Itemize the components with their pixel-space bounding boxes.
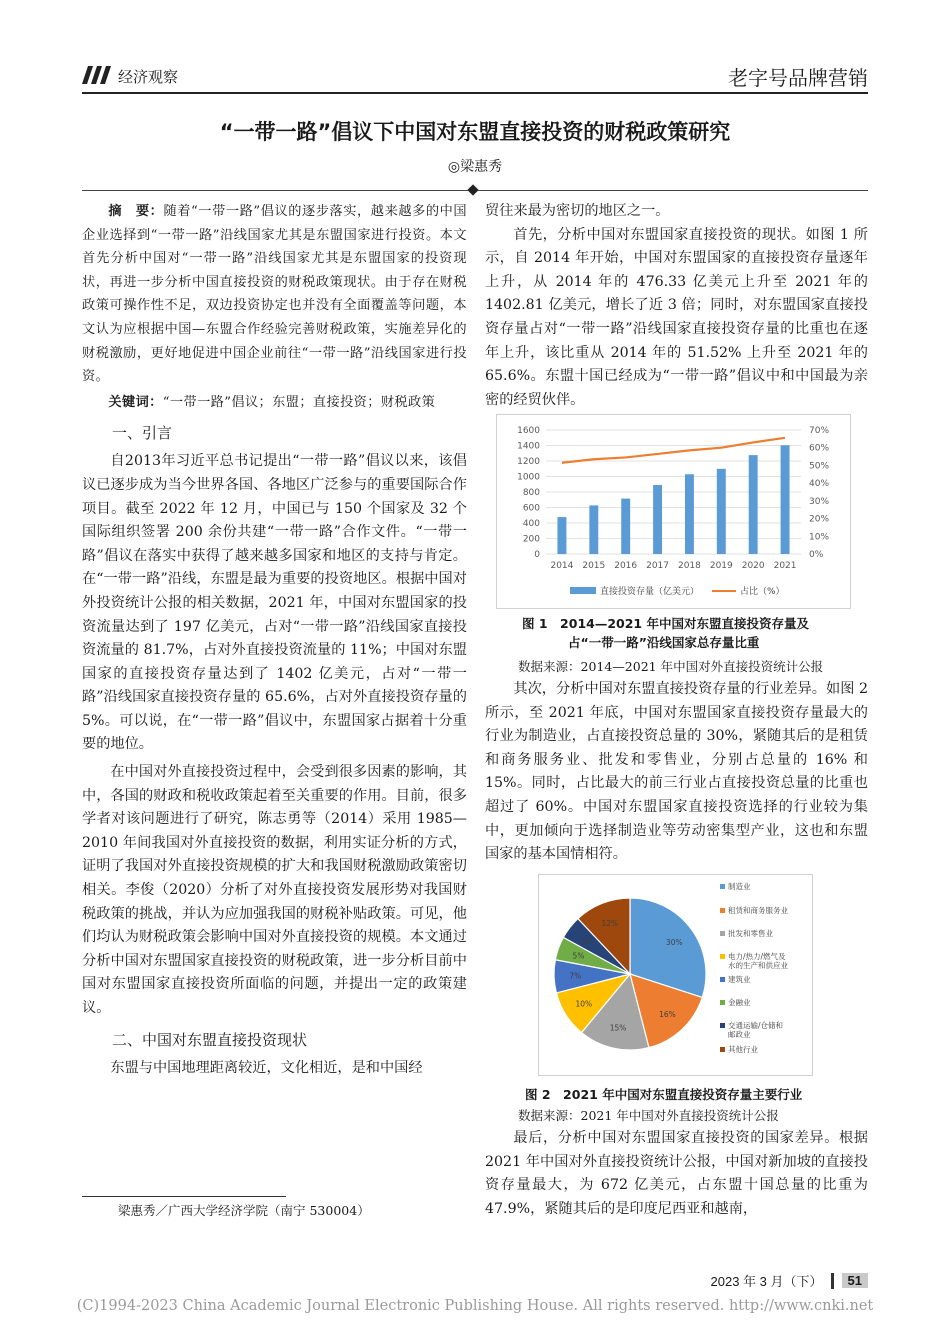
caption-line: 图 1 2014—2021 年中国对东盟直接投资存量及 bbox=[522, 616, 809, 631]
separator-diamond-icon bbox=[467, 184, 478, 195]
figure-2-chart bbox=[538, 874, 813, 1076]
bar-2018 bbox=[685, 474, 694, 554]
y-left-tick-label: 800 bbox=[522, 488, 540, 498]
abstract-label: 摘 要： bbox=[108, 204, 164, 219]
bar-2019 bbox=[717, 469, 726, 554]
legend-label: 建筑业 bbox=[728, 975, 751, 984]
section-heading-intro: 一、引言 bbox=[112, 424, 173, 443]
pie-data-label: 15% bbox=[609, 1023, 627, 1033]
pie-data-label: 12% bbox=[601, 919, 619, 929]
y-left-tick-label: 400 bbox=[522, 519, 540, 529]
paragraph: 首先，分析中国对东盟国家直接投资的现状。如图 1 所示，自 2014 年开始，中国对东盟国家的直接投资存量逐年上升，从 2014 年的 476.33 亿美元上升至 2021 年的 1402.81 亿美元，增长了近 3 倍；同时，对东盟国家直接投资存量占对“一带一路”沿线国家直接投资存量的比重也在逐年上升，该比重从 2014 年的 51.52% 上升至 2021 年的 65.6%。东盟十国已经成为“一带一路”倡议中和中国最为亲密的经贸伙伴。 bbox=[485, 226, 868, 408]
paragraph: 在中国对外直接投资过程中，会受到很多因素的影响，其中，各国的财政和税收政策起着至关重要的作用。目前，很多学者对该问题进行了研究，陈志勇等（2014）采用 1985—2010 年间我国对外直接投资的数据，利用实证分析的方式，证明了我国对外直接投资规模的扩大和我国财税激励政策密切相关。李俊（2020）分析了对外直接投资发展形势对我国财税政策的挑战，并认为应加强我国的财税补贴政策。可见，他们均认为财税政策会影响中国对外直接投资的规模。本文通过分析中国对东盟国家直接投资的财税政策，进一步分析目前中国对东盟国家直接投资所面临的问题，并提出一定的政策建议。 bbox=[82, 764, 467, 1016]
legend-swatch bbox=[720, 977, 725, 982]
pie-data-label: 30% bbox=[665, 937, 683, 947]
bar-2017 bbox=[653, 485, 662, 554]
y-right-tick-label: 10% bbox=[809, 532, 830, 543]
bar-2020 bbox=[749, 455, 758, 554]
page-number: 51 bbox=[842, 1273, 868, 1288]
figure-1-chart bbox=[496, 414, 851, 609]
legend-label: 电力/热力/燃气及水的生产和供应业 bbox=[728, 952, 788, 970]
pie-data-label: 7% bbox=[569, 971, 582, 981]
paragraph: 贸往来最为密切的地区之一。 bbox=[485, 203, 670, 219]
author-footnote: 梁惠秀／广西大学经济学院（南宁 530004） bbox=[118, 1203, 370, 1218]
caption-line: 占“一带一路”沿线国家总存量比重 bbox=[568, 635, 760, 650]
pie-data-label: 16% bbox=[659, 1009, 676, 1019]
abstract-text: 随着“一带一路”倡议的逐步落实，越来越多的中国企业选择到“一带一路”沿线国家尤其是东盟国家进行投资。本文首先分析中国对“一带一路”沿线国家尤其是东盟国家的投资现状，再进一步分析中国直接投资的财税政策现状。由于存在财税政策可操作性不足，双边投资协定也并没有全面覆盖等问题，本文认为应根据中国—东盟合作经验完善财税政策，实施差异化的财税激励，更好地促进中国企业前往“一带一路”沿线国家进行投资。 bbox=[82, 204, 467, 385]
legend-swatch bbox=[720, 1047, 725, 1052]
bar-2014 bbox=[557, 517, 566, 554]
y-right-tick-label: 0% bbox=[809, 550, 824, 560]
legend-swatch bbox=[720, 884, 725, 889]
legend-swatch bbox=[720, 1000, 725, 1005]
x-tick-label: 2017 bbox=[646, 561, 670, 571]
bar-2015 bbox=[589, 505, 598, 554]
paragraph: 自2013年习近平总书记提出“一带一路”倡议以来，该倡议已逐步成为当今世界各国、各地区广泛参与的重要国际合作项目。截至 2022 年 12 月，中国已与 150 个国家及 32 个国际组织签署 200 余份共建“一带一路”合作文件。“一带一路”倡议在落实中获得了越来越多国家和地区的支持与肯定。在“一带一路”沿线，东盟是最为重要的投资地区。根据中国对外投资统计公报的相关数据，2021 年，中国对东盟国家的投资流量达到了 197 亿美元，占对“一带一路”沿线国家直接投资流量的 81.7%，占对外直接投资流量的 11%；中国对东盟国家的直接投资存量达到了 1402 亿美元，占对“一带一路”沿线国家直接投资存量的 65.6%，占对外直接投资存量的 5%。可以说，在“一带一路”倡议中，东盟国家占据着十分重要的地位。 bbox=[82, 453, 467, 753]
y-right-tick-label: 20% bbox=[809, 514, 830, 525]
x-tick-label: 2014 bbox=[550, 561, 574, 571]
y-left-tick-label: 1000 bbox=[517, 472, 540, 483]
legend-label: 制造业 bbox=[728, 882, 751, 891]
cnki-watermark: (C)1994-2023 China Academic Journal Electronic Publishing House. All rights reserved. http://www.cnki.net bbox=[76, 1298, 874, 1314]
legend-swatch bbox=[720, 931, 725, 936]
legend-label: 交通运输/仓储和邮政业 bbox=[728, 1021, 784, 1039]
pie-data-label: 5% bbox=[572, 951, 585, 961]
issue-date: 2023 年 3 月（下） bbox=[710, 1274, 823, 1289]
x-tick-label: 2021 bbox=[773, 561, 797, 571]
y-right-tick-label: 60% bbox=[809, 443, 830, 454]
y-left-tick-label: 1400 bbox=[517, 441, 540, 452]
legend-label-stock: 直接投资存量（亿美元） bbox=[600, 587, 700, 597]
legend-swatch bbox=[720, 954, 725, 959]
x-tick-label: 2015 bbox=[582, 561, 606, 571]
figure-2-source: 数据来源：2021 年中国对外直接投资统计公报 bbox=[518, 1108, 779, 1123]
y-left-tick-label: 200 bbox=[522, 534, 540, 545]
left-column bbox=[82, 200, 467, 1080]
legend-swatch bbox=[720, 1023, 725, 1028]
article-author: ◎梁惠秀 bbox=[447, 159, 503, 175]
keywords-text: “一带一路”倡议；东盟；直接投资；财税政策 bbox=[162, 394, 436, 410]
footer-bar bbox=[831, 1273, 834, 1289]
legend-label: 金融业 bbox=[728, 998, 751, 1007]
figure-1-source: 数据来源：2014—2021 年中国对外直接投资统计公报 bbox=[518, 659, 824, 674]
legend-label: 其他行业 bbox=[728, 1045, 758, 1054]
section-label: 经济观察 bbox=[118, 69, 179, 86]
y-left-tick-label: 0 bbox=[534, 550, 540, 560]
figure-1-caption bbox=[522, 614, 862, 652]
section-heading-status: 二、中国对东盟直接投资现状 bbox=[112, 1030, 308, 1049]
x-tick-label: 2018 bbox=[677, 561, 701, 571]
y-left-tick-label: 600 bbox=[522, 503, 540, 514]
legend-swatch-stock bbox=[570, 587, 596, 594]
bar-2021 bbox=[781, 445, 790, 554]
x-tick-label: 2019 bbox=[709, 561, 733, 571]
y-right-tick-label: 40% bbox=[809, 479, 830, 490]
y-left-tick-label: 1200 bbox=[517, 457, 540, 467]
journal-brand: 老字号品牌营销 bbox=[728, 66, 868, 90]
legend-label: 批发和零售业 bbox=[728, 929, 773, 938]
y-left-tick-label: 1600 bbox=[517, 426, 540, 436]
bar-2016 bbox=[621, 499, 630, 554]
figure-2-caption: 图 2 2021 年中国对东盟直接投资存量主要行业 bbox=[525, 1087, 803, 1102]
article-title: “一带一路”倡议下中国对东盟直接投资的财税政策研究 bbox=[219, 120, 731, 144]
legend-label: 租赁和商务服务业 bbox=[728, 906, 788, 915]
right-column-top bbox=[485, 200, 868, 412]
x-tick-label: 2016 bbox=[614, 561, 638, 571]
page-footer bbox=[711, 1271, 868, 1290]
legend-swatch bbox=[720, 908, 725, 913]
right-column-bottom bbox=[485, 1127, 868, 1221]
right-column-mid bbox=[485, 678, 868, 867]
y-right-tick-label: 50% bbox=[809, 461, 830, 472]
y-right-tick-label: 30% bbox=[809, 496, 830, 507]
header-rule bbox=[82, 92, 868, 94]
abstract-block bbox=[82, 200, 467, 414]
keywords-label: 关键词： bbox=[108, 394, 163, 410]
footnote-rule bbox=[82, 1196, 286, 1197]
pie-data-label: 10% bbox=[575, 999, 593, 1009]
journal-logo-icon bbox=[82, 66, 116, 84]
pie-data-label: 5% bbox=[580, 936, 593, 946]
paragraph: 其次，分析中国对东盟直接投资存量的行业差异。如图 2 所示，至 2021 年底，中国对东盟国家直接投资存量最大的行业为制造业，占直接投资总量的 30%，紧随其后的是租赁和商务服务业、批发和零售业，分别占总量的 16% 和 15%。同时，占比最大的前三行业占直接投资总量的比重也超过了 60%。中国对东盟国家直接投资选择的行业较为集中，更加倾向于选择制造业等劳动密集型产业，这也和东盟国家的基本国情相符。 bbox=[485, 681, 868, 863]
paragraph: 最后，分析中国对东盟国家直接投资的国家差异。根据 2021 年中国对外直接投资统计公报，中国对新加坡的直接投资存量最大，为 672 亿美元，占东盟十国总量的比重为 47.9%，紧随其后的是印度尼西亚和越南， bbox=[485, 1130, 868, 1217]
legend-label-share: 占比（%） bbox=[740, 587, 785, 597]
paragraph: 东盟与中国地理距离较近，文化相近，是和中国经 bbox=[110, 1059, 423, 1076]
y-right-tick-label: 70% bbox=[809, 426, 830, 436]
x-tick-label: 2020 bbox=[741, 561, 765, 571]
